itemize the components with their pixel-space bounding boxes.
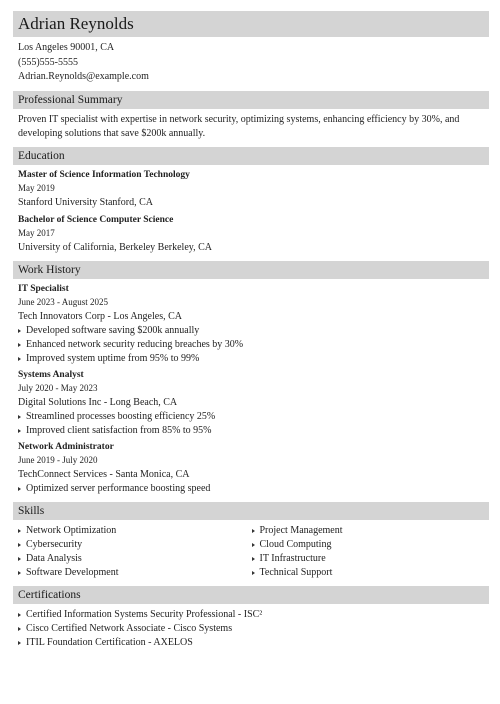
section-heading-summary: Professional Summary: [13, 91, 489, 109]
certification-item: [18, 608, 485, 622]
certification-text: Certified Information Systems Security Professional - ISC²: [26, 608, 263, 620]
certification-item: [18, 622, 485, 636]
summary-text: Proven IT specialist with expertise in network security, optimizing systems, enhancing efficiency by 30%, and developing solutions that save $200k annually.: [18, 113, 460, 139]
skill-item: [18, 566, 252, 580]
candidate-name: Adrian Reynolds: [13, 11, 489, 37]
skill-text: Cybersecurity: [26, 538, 83, 550]
work-history-section: [13, 283, 489, 496]
certification-item: [18, 636, 485, 650]
company: Digital Solutions Inc - Long Beach, CA: [18, 396, 178, 408]
bullet-item: [18, 410, 485, 424]
skill-item: [18, 552, 252, 566]
skill-text: Project Management: [259, 524, 343, 536]
bullet-item: [18, 324, 485, 338]
education-section: [13, 169, 489, 255]
triangle-bullet-icon: [252, 571, 255, 575]
company: Tech Innovators Corp - Los Angeles, CA: [18, 310, 182, 322]
triangle-bullet-icon: [252, 557, 255, 561]
email: Adrian.Reynolds@example.com: [18, 71, 149, 82]
summary-section: [13, 113, 489, 141]
skill-item: [18, 524, 252, 538]
certification-text: ITIL Foundation Certification - AXELOS: [26, 636, 193, 648]
bullet-item: [18, 482, 485, 496]
degree: Master of Science Information Technology: [18, 169, 190, 180]
bullet-text: Streamlined processes boosting efficiency 25%: [26, 410, 216, 422]
degree: Bachelor of Science Computer Science: [18, 214, 174, 225]
skill-item: [252, 552, 486, 566]
graduation-date: May 2017: [18, 227, 55, 238]
certifications-section: [13, 608, 489, 650]
triangle-bullet-icon: [18, 429, 21, 433]
job-dates: June 2019 - July 2020: [18, 454, 98, 465]
job-title: Network Administrator: [18, 441, 114, 452]
job-item: [18, 369, 485, 438]
triangle-bullet-icon: [18, 557, 21, 561]
skill-text: Software Development: [26, 566, 119, 578]
company: TechConnect Services - Santa Monica, CA: [18, 468, 190, 480]
skill-item: [252, 524, 486, 538]
job-dates: June 2023 - August 2025: [18, 296, 108, 307]
section-heading-skills: Skills: [13, 502, 489, 520]
skills-column-left: [18, 524, 252, 580]
school: University of California, Berkeley Berkeley, CA: [18, 241, 213, 253]
triangle-bullet-icon: [18, 343, 21, 347]
bullet-item: [18, 338, 485, 352]
job-item: [18, 283, 485, 366]
job-dates: July 2020 - May 2023: [18, 382, 98, 393]
certifications-list: [18, 608, 485, 650]
certification-text: Cisco Certified Network Associate - Cisco Systems: [26, 622, 233, 634]
triangle-bullet-icon: [18, 357, 21, 361]
job-bullets: [18, 410, 485, 438]
section-heading-certifications: Certifications: [13, 586, 489, 604]
triangle-bullet-icon: [18, 487, 21, 491]
triangle-bullet-icon: [18, 571, 21, 575]
job-title: Systems Analyst: [18, 369, 84, 380]
bullet-item: [18, 352, 485, 366]
phone: (555)555-5555: [18, 56, 78, 68]
contact-info: [13, 41, 489, 85]
bullet-text: Developed software saving $200k annually: [26, 324, 200, 336]
triangle-bullet-icon: [252, 529, 255, 533]
education-item: [18, 169, 485, 210]
job-item: [18, 441, 485, 496]
education-item: [18, 214, 485, 255]
bullet-text: Improved client satisfaction from 85% to 95%: [26, 424, 212, 436]
triangle-bullet-icon: [252, 543, 255, 547]
triangle-bullet-icon: [18, 627, 21, 631]
job-bullets: [18, 324, 485, 366]
skill-item: [252, 566, 486, 580]
section-heading-work-history: Work History: [13, 261, 489, 279]
skill-text: IT Infrastructure: [259, 552, 326, 564]
triangle-bullet-icon: [18, 529, 21, 533]
bullet-text: Enhanced network security reducing breaches by 30%: [26, 338, 244, 350]
skills-section: [13, 524, 489, 580]
bullet-item: [18, 424, 485, 438]
resume-page: [13, 11, 489, 650]
skill-item: [252, 538, 486, 552]
section-heading-education: Education: [13, 147, 489, 165]
skills-column-right: [252, 524, 486, 580]
job-title: IT Specialist: [18, 283, 69, 294]
graduation-date: May 2019: [18, 182, 55, 193]
triangle-bullet-icon: [18, 543, 21, 547]
bullet-text: Optimized server performance boosting speed: [26, 482, 211, 494]
job-bullets: [18, 482, 485, 496]
address: Los Angeles 90001, CA: [18, 42, 115, 53]
skill-text: Network Optimization: [26, 524, 117, 536]
triangle-bullet-icon: [18, 613, 21, 617]
skill-item: [18, 538, 252, 552]
triangle-bullet-icon: [18, 641, 21, 645]
triangle-bullet-icon: [18, 329, 21, 333]
school: Stanford University Stanford, CA: [18, 196, 153, 208]
skill-text: Cloud Computing: [259, 538, 332, 550]
bullet-text: Improved system uptime from 95% to 99%: [26, 352, 200, 364]
triangle-bullet-icon: [18, 415, 21, 419]
skill-text: Technical Support: [259, 566, 333, 578]
skill-text: Data Analysis: [26, 552, 82, 564]
